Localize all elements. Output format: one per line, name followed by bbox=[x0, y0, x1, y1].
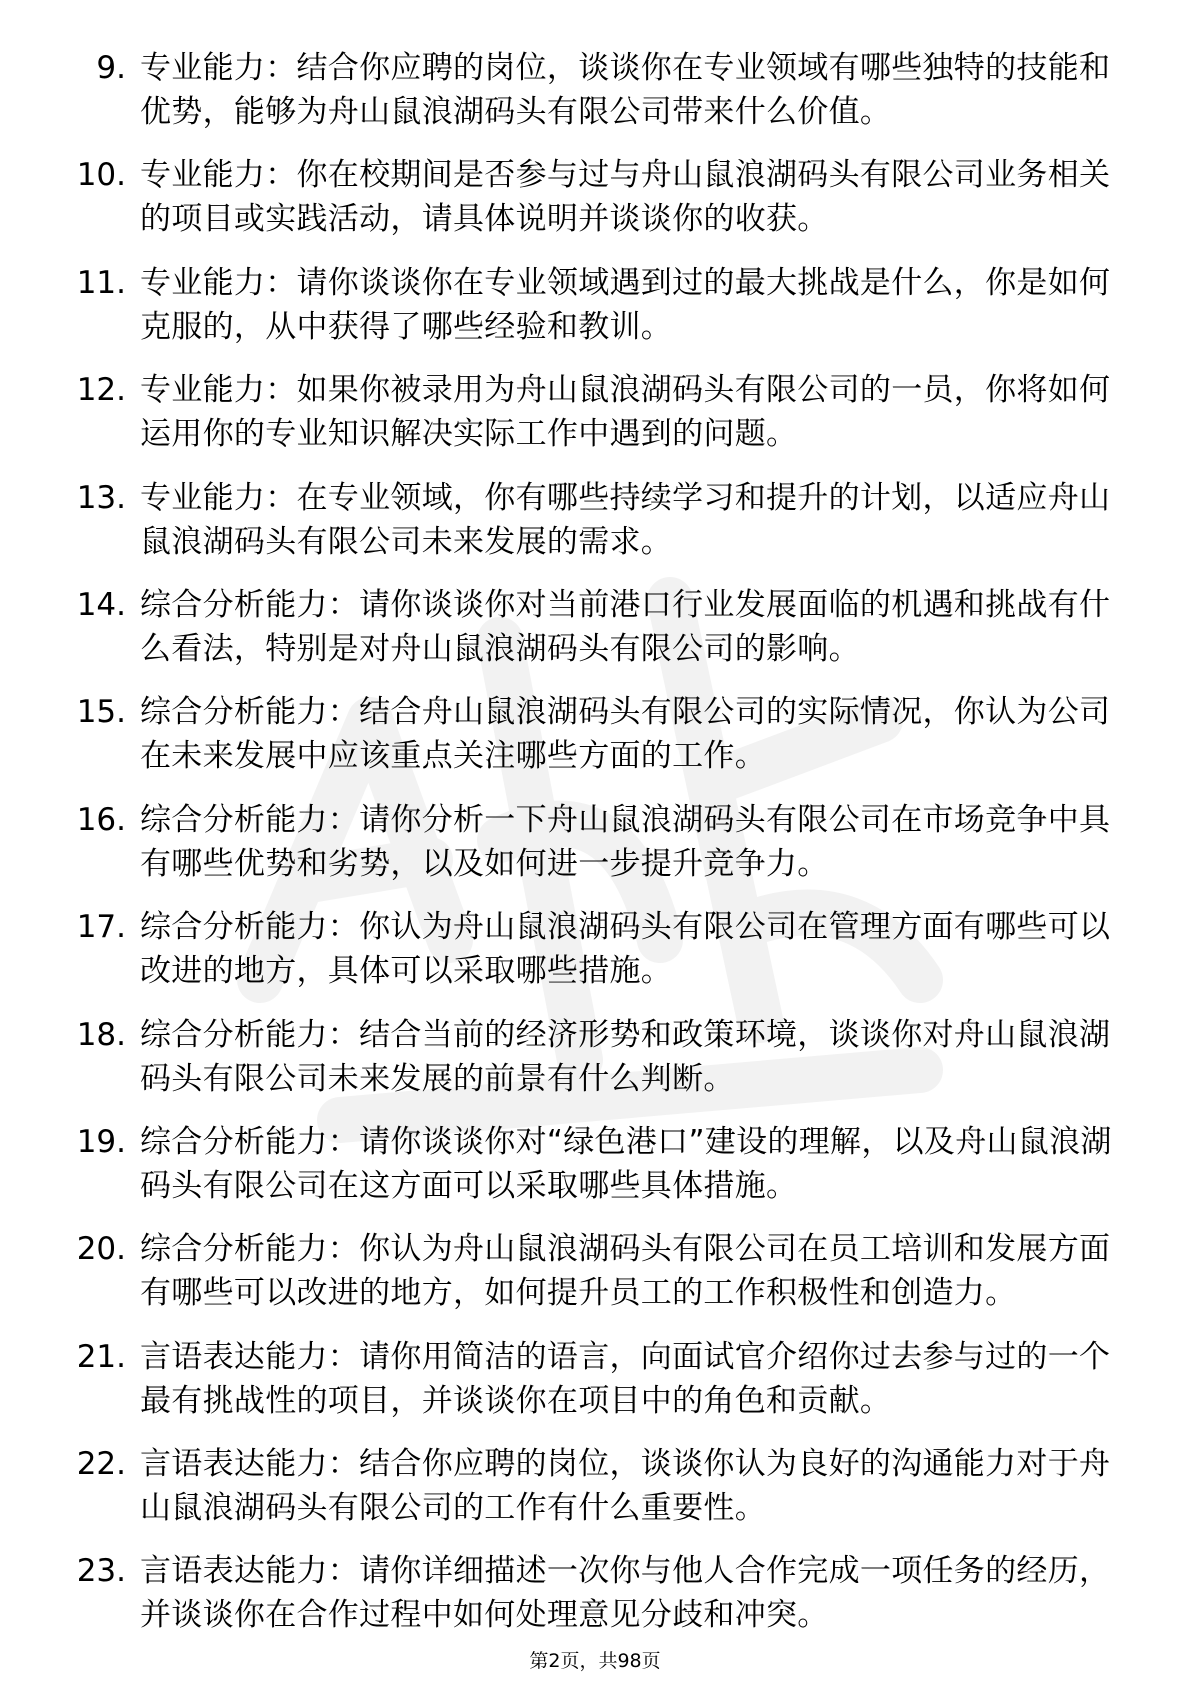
question-item bbox=[58, 1120, 1118, 1208]
question-text: 专业能力：如果你被录用为舟山鼠浪湖码头有限公司的一员，你将如何运用你的专业知识解决实际工作中遇到的问题。 bbox=[140, 372, 1111, 453]
question-text: 言语表达能力：结合你应聘的岗位，谈谈你认为良好的沟通能力对于舟山鼠浪湖码头有限公司的工作有什么重要性。 bbox=[140, 1446, 1111, 1527]
question-item bbox=[58, 368, 1118, 456]
question-number: 18. bbox=[76, 1016, 126, 1053]
question-item bbox=[58, 1442, 1118, 1530]
question-item bbox=[58, 1227, 1118, 1315]
question-text: 综合分析能力：请你谈谈你对当前港口行业发展面临的机遇和挑战有什么看法，特别是对舟山鼠浪湖码头有限公司的影响。 bbox=[140, 586, 1111, 667]
question-number: 19. bbox=[76, 1123, 126, 1160]
question-number: 16. bbox=[76, 801, 126, 838]
question-number: 23. bbox=[76, 1553, 126, 1590]
question-text: 言语表达能力：请你详细描述一次你与他人合作完成一项任务的经历，并谈谈你在合作过程中如何处理意见分歧和冲突。 bbox=[140, 1553, 1111, 1634]
question-item bbox=[58, 476, 1118, 564]
question-item bbox=[58, 798, 1118, 886]
question-text: 综合分析能力：你认为舟山鼠浪湖码头有限公司在员工培训和发展方面有哪些可以改进的地方，如何提升员工的工作积极性和创造力。 bbox=[140, 1231, 1111, 1312]
question-number: 15. bbox=[76, 694, 126, 731]
question-item bbox=[58, 905, 1118, 993]
question-item bbox=[58, 583, 1118, 671]
question-number: 22. bbox=[76, 1446, 126, 1483]
question-list bbox=[58, 46, 1118, 1657]
question-number: 12. bbox=[76, 372, 126, 409]
page-number: 第2页，共98页 bbox=[529, 1650, 661, 1672]
question-text: 专业能力：请你谈谈你在专业领域遇到过的最大挑战是什么，你是如何克服的，从中获得了哪些经验和教训。 bbox=[140, 264, 1111, 345]
question-item bbox=[58, 690, 1118, 778]
question-item bbox=[58, 46, 1118, 134]
question-item bbox=[58, 1013, 1118, 1101]
question-item bbox=[58, 153, 1118, 241]
question-text: 综合分析能力：结合舟山鼠浪湖码头有限公司的实际情况，你认为公司在未来发展中应该重点关注哪些方面的工作。 bbox=[140, 694, 1111, 775]
question-item bbox=[58, 261, 1118, 349]
question-item bbox=[58, 1335, 1118, 1423]
question-number: 10. bbox=[76, 157, 126, 194]
question-number: 9. bbox=[96, 50, 126, 86]
question-text: 综合分析能力：请你分析一下舟山鼠浪湖码头有限公司在市场竞争中具有哪些优势和劣势，以及如何进一步提升竞争力。 bbox=[140, 801, 1111, 882]
question-text: 专业能力：在专业领域，你有哪些持续学习和提升的计划，以适应舟山鼠浪湖码头有限公司未来发展的需求。 bbox=[140, 479, 1111, 560]
question-number: 20. bbox=[76, 1231, 126, 1268]
question-number: 14. bbox=[76, 586, 126, 623]
question-text: 综合分析能力：结合当前的经济形势和政策环境，谈谈你对舟山鼠浪湖码头有限公司未来发展的前景有什么判断。 bbox=[140, 1016, 1111, 1097]
question-text: 综合分析能力：请你谈谈你对“绿色港口”建设的理解，以及舟山鼠浪湖码头有限公司在这方面可以采取哪些具体措施。 bbox=[140, 1123, 1112, 1204]
question-number: 11. bbox=[76, 264, 126, 301]
question-text: 言语表达能力：请你用简洁的语言，向面试官介绍你过去参与过的一个最有挑战性的项目，并谈谈你在项目中的角色和贡献。 bbox=[140, 1338, 1111, 1419]
question-text: 专业能力：结合你应聘的岗位，谈谈你在专业领域有哪些独特的技能和优势，能够为舟山鼠浪湖码头有限公司带来什么价值。 bbox=[140, 50, 1111, 130]
question-number: 13. bbox=[76, 479, 126, 516]
question-number: 17. bbox=[76, 909, 126, 946]
question-item bbox=[58, 1549, 1118, 1637]
question-text: 专业能力：你在校期间是否参与过与舟山鼠浪湖码头有限公司业务相关的项目或实践活动，请具体说明并谈谈你的收获。 bbox=[140, 157, 1111, 238]
question-number: 21. bbox=[76, 1338, 126, 1375]
question-text: 综合分析能力：你认为舟山鼠浪湖码头有限公司在管理方面有哪些可以改进的地方，具体可以采取哪些措施。 bbox=[140, 909, 1111, 990]
